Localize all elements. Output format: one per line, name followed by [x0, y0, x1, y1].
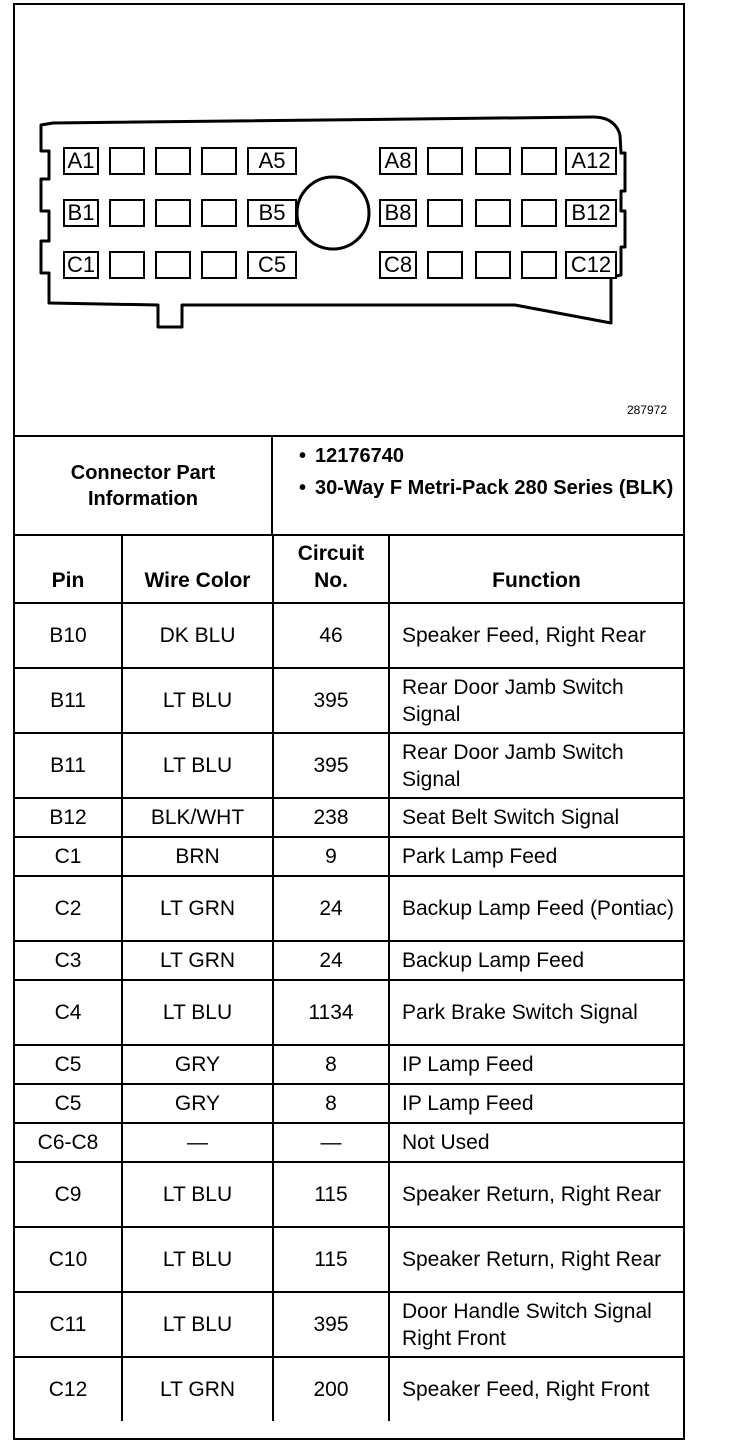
circuit-cell: 238	[273, 798, 389, 837]
table-row	[15, 876, 683, 941]
pin-label: C1	[66, 252, 96, 277]
wire-color-cell: LT BLU	[122, 1292, 273, 1357]
wire-color-cell: BRN	[122, 837, 273, 876]
function-cell: Rear Door Jamb Switch Signal	[389, 733, 683, 798]
connector-face-diagram	[15, 5, 683, 435]
table-row	[15, 1227, 683, 1292]
pin-label: C5	[257, 252, 287, 277]
part-number: • 12176740	[273, 443, 683, 469]
header-function: Function	[389, 536, 683, 603]
table-row	[15, 1045, 683, 1084]
function-cell: Door Handle Switch Signal Right Front	[389, 1292, 683, 1357]
table-row	[15, 733, 683, 798]
pin-cell: B10	[15, 603, 122, 668]
pin-cavity	[521, 199, 557, 227]
pin-cavity	[427, 251, 463, 279]
function-cell: Speaker Feed, Right Front	[389, 1357, 683, 1421]
pin-cavity	[155, 251, 191, 279]
pin-cell: B12	[15, 798, 122, 837]
pin-cell: C5	[15, 1084, 122, 1123]
table-row	[15, 1084, 683, 1123]
table-row	[15, 941, 683, 980]
pin-label: B5	[258, 200, 286, 225]
connector-sheet	[13, 3, 685, 1440]
wire-color-cell: LT GRN	[122, 876, 273, 941]
function-cell: Park Lamp Feed	[389, 837, 683, 876]
function-cell: Backup Lamp Feed	[389, 941, 683, 980]
circuit-cell: 8	[273, 1045, 389, 1084]
pin-cavity	[155, 199, 191, 227]
table-row	[15, 1123, 683, 1162]
circuit-cell: 9	[273, 837, 389, 876]
circuit-cell: 395	[273, 1292, 389, 1357]
connector-part-information	[15, 435, 683, 536]
pin-cavity	[475, 251, 511, 279]
pin-label: C8	[383, 252, 413, 277]
function-cell: Not Used	[389, 1123, 683, 1162]
wire-color-cell: BLK/WHT	[122, 798, 273, 837]
pin-cell: C9	[15, 1162, 122, 1227]
pin-table	[15, 536, 683, 1421]
pin-cavity	[155, 147, 191, 175]
pin-cavity	[427, 199, 463, 227]
connector-info-values	[273, 443, 683, 507]
function-cell: Seat Belt Switch Signal	[389, 798, 683, 837]
circuit-cell: 46	[273, 603, 389, 668]
wire-color-cell: GRY	[122, 1045, 273, 1084]
table-row	[15, 1292, 683, 1357]
pin-label: A1	[67, 148, 95, 173]
table-header-row	[15, 536, 683, 603]
circuit-cell: 24	[273, 941, 389, 980]
function-cell: Backup Lamp Feed (Pontiac)	[389, 876, 683, 941]
pin-label: C12	[570, 252, 612, 277]
pin-cell: C6-C8	[15, 1123, 122, 1162]
function-cell: Speaker Feed, Right Rear	[389, 603, 683, 668]
wire-color-cell: LT BLU	[122, 1227, 273, 1292]
pin-cavity	[521, 251, 557, 279]
pin-cell: C2	[15, 876, 122, 941]
circuit-cell: 115	[273, 1162, 389, 1227]
pin-cavity	[201, 147, 237, 175]
pin-cavity	[475, 147, 511, 175]
pin-cavity	[475, 199, 511, 227]
pin-cell: C12	[15, 1357, 122, 1421]
wire-color-cell: LT BLU	[122, 668, 273, 733]
circuit-cell: 24	[273, 876, 389, 941]
pin-cavity	[109, 147, 145, 175]
pin-label: A8	[384, 148, 412, 173]
circuit-cell: 115	[273, 1227, 389, 1292]
function-cell: Park Brake Switch Signal	[389, 980, 683, 1045]
header-circuit-no: Circuit No.	[273, 536, 389, 603]
pin-label: A12	[571, 148, 611, 173]
circuit-cell: 1134	[273, 980, 389, 1045]
pin-cavity	[521, 147, 557, 175]
table-row	[15, 603, 683, 668]
drawing-id: 287972	[626, 403, 667, 417]
pin-label: B1	[67, 200, 95, 225]
table-row	[15, 1357, 683, 1421]
wire-color-cell: LT BLU	[122, 733, 273, 798]
wire-color-cell: LT BLU	[122, 980, 273, 1045]
wire-color-cell: LT GRN	[122, 941, 273, 980]
pin-cell: B11	[15, 733, 122, 798]
circuit-cell: 395	[273, 668, 389, 733]
pin-cell: C11	[15, 1292, 122, 1357]
pin-cell: C3	[15, 941, 122, 980]
table-row	[15, 980, 683, 1045]
function-cell: IP Lamp Feed	[389, 1045, 683, 1084]
pin-cavity	[109, 199, 145, 227]
pin-cell: C10	[15, 1227, 122, 1292]
circuit-cell: —	[273, 1123, 389, 1162]
circuit-cell: 200	[273, 1357, 389, 1421]
wire-color-cell: DK BLU	[122, 603, 273, 668]
circuit-cell: 8	[273, 1084, 389, 1123]
table-row	[15, 668, 683, 733]
pin-cell: C1	[15, 837, 122, 876]
table-row	[15, 1162, 683, 1227]
wire-color-cell: LT GRN	[122, 1357, 273, 1421]
table-row	[15, 798, 683, 837]
pin-cell: B11	[15, 668, 122, 733]
connector-type: • 30-Way F Metri-Pack 280 Series (BLK)	[273, 475, 683, 501]
pin-cavity	[109, 251, 145, 279]
pin-cell: C5	[15, 1045, 122, 1084]
pin-cavity	[201, 199, 237, 227]
function-cell: Speaker Return, Right Rear	[389, 1162, 683, 1227]
pin-label: A5	[258, 148, 286, 173]
header-pin: Pin	[15, 536, 122, 603]
function-cell: Rear Door Jamb Switch Signal	[389, 668, 683, 733]
pin-label: B8	[384, 200, 412, 225]
function-cell: Speaker Return, Right Rear	[389, 1227, 683, 1292]
wire-color-cell: —	[122, 1123, 273, 1162]
function-cell: IP Lamp Feed	[389, 1084, 683, 1123]
pin-label: B12	[571, 200, 611, 225]
wire-color-cell: GRY	[122, 1084, 273, 1123]
pin-cell: C4	[15, 980, 122, 1045]
header-wire-color: Wire Color	[122, 536, 273, 603]
pin-cavity	[427, 147, 463, 175]
table-row	[15, 837, 683, 876]
pin-cavity	[201, 251, 237, 279]
connector-info-label: Connector Part Information	[15, 437, 273, 534]
wire-color-cell: LT BLU	[122, 1162, 273, 1227]
circuit-cell: 395	[273, 733, 389, 798]
